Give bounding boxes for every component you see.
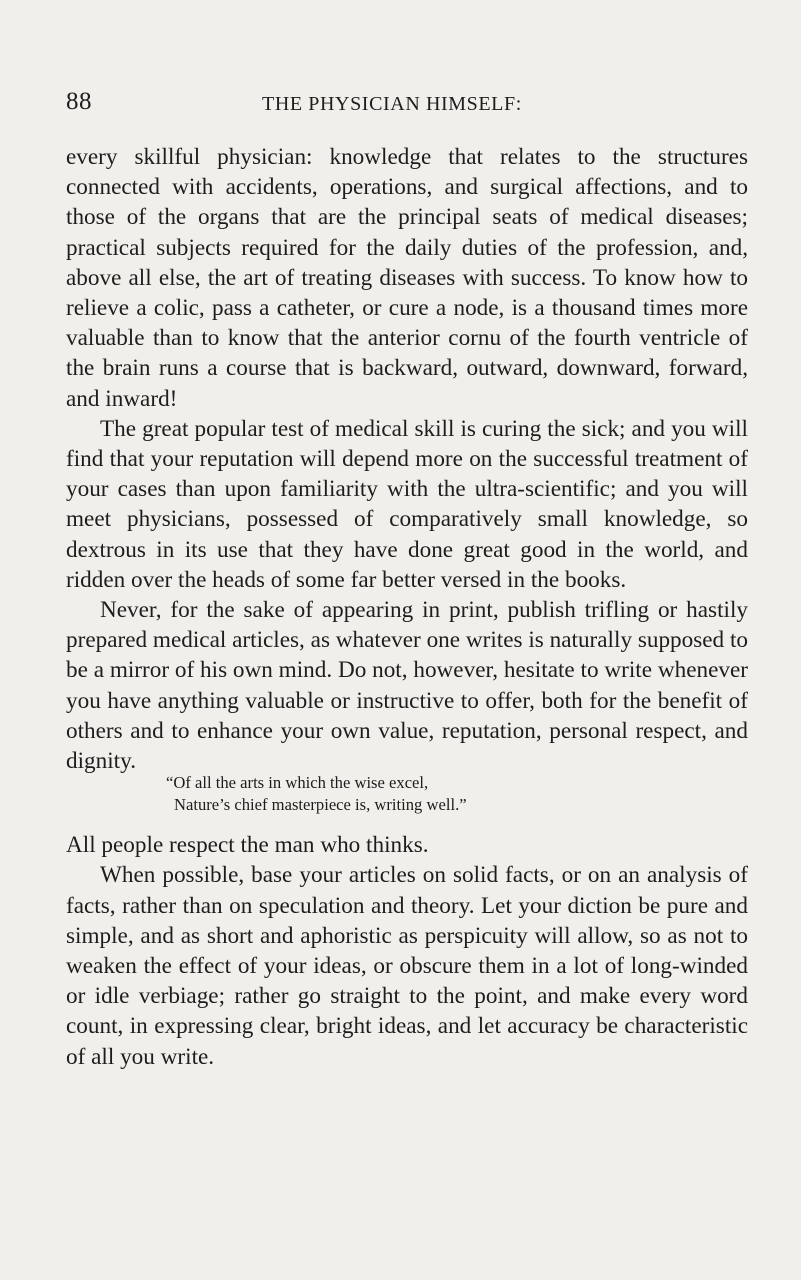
- paragraph-2: The great popular test of medical skill is curing the sick; and you will find that your reputation will depend more on the successful treatment of your cases than upon familiarity with the ultra-scientific; and you will meet physicians, possessed of comparatively small knowledge, so dextrous in its use that they have done great good in the world, and ridden over the heads of some far better versed in the books.: [66, 415, 748, 593]
- verse-quote: [166, 772, 748, 820]
- paragraph-3: Never, for the sake of appearing in print, publish trifling or hastily prepared medical articles, as whatever one writes is naturally supposed to be a mirror of his own mind. Do not, however, hesitate to write whenever you have anything valuable or instructive to offer, both for the benefit of others and to enhance your own value, reputation, personal respect, and dignity.: [66, 597, 748, 775]
- paragraph-5: When possible, base your articles on solid facts, or on an analysis of facts, rather than on speculation and theory. Let your diction be pure and simple, and as short and aphoristic as perspicuity will allow, so as not to weaken the effect of your ideas, or obscure them in a lot of long-winded or idle verbiage; rather go straight to the point, and make every word count, in expressing clear, bright ideas, and let accuracy be characteristic of all you write.: [66, 862, 748, 1070]
- verse-line-2: Nature’s chief masterpiece is, writing well.”: [174, 795, 467, 815]
- paragraph-1: every skillful physician: knowledge that relates to the structures connected with accidents, operations, and surgical affections, and to those of the organs that are the principal seats of medical diseases; practical subjects required for the daily duties of the profession, and, above all else, the art of treating diseases with success. To know how to relieve a colic, pass a catheter, or cure a node, is a thousand times more valuable than to know that the anterior cornu of the fourth ventricle of the brain runs a course that is backward, outward, downward, forward, and inward!: [66, 144, 748, 412]
- running-head: THE PHYSICIAN HIMSELF:: [262, 93, 522, 115]
- page-body: [66, 142, 748, 1072]
- page-header: [66, 88, 746, 124]
- page-number: 88: [66, 88, 92, 115]
- paragraph-4: All people respect the man who thinks.: [66, 832, 429, 859]
- verse-line-1: “Of all the arts in which the wise excel,: [166, 773, 429, 793]
